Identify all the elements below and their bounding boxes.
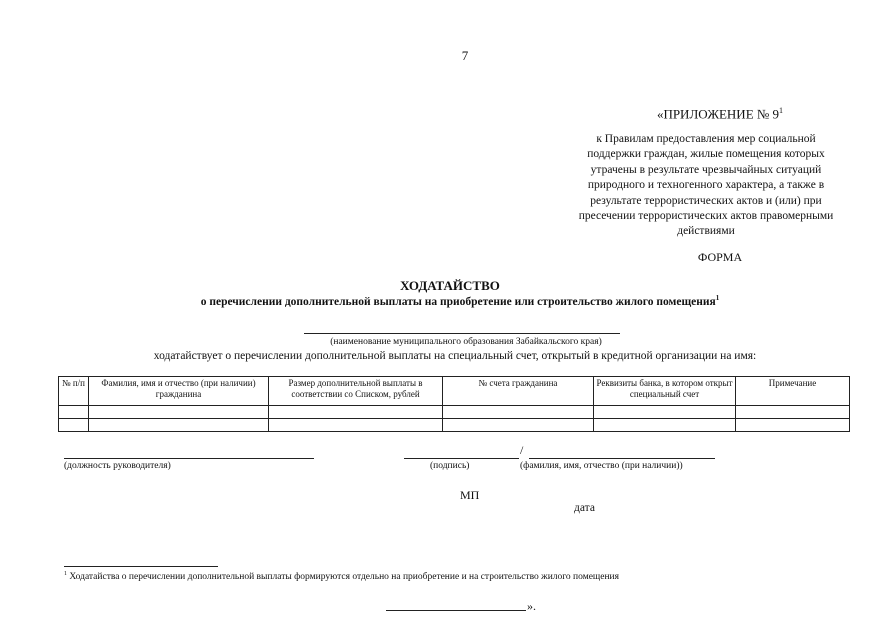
date-label: дата <box>574 502 595 514</box>
subtitle-footnote-mark: 1 <box>715 294 720 302</box>
appendix-description-line: пресечении террористических актов правомерными <box>578 210 834 223</box>
table-cell[interactable] <box>269 419 443 432</box>
table-cell[interactable] <box>59 419 89 432</box>
municipality-caption: (наименование муниципального образования Забайкальского края) <box>330 337 602 347</box>
appendix-description-line: действиями <box>677 225 735 238</box>
column-header-number: № п/п <box>59 377 89 406</box>
footnote-separator <box>64 566 218 567</box>
appendix-footnote-mark: 1 <box>779 106 784 115</box>
appendix-description <box>556 132 856 240</box>
table-cell[interactable] <box>269 406 443 419</box>
table-header-row <box>59 377 850 406</box>
footnote-text: Ходатайства о перечислении дополнительной выплаты формируются отдельно на приобретение и на строительство жилого помещения <box>67 572 620 583</box>
signature-caption: (подпись) <box>430 461 470 471</box>
footnote <box>64 571 619 582</box>
table-cell[interactable] <box>736 419 850 432</box>
column-header-account-number: № счета гражданина <box>443 377 594 406</box>
appendix-title-text: «ПРИЛОЖЕНИЕ № 9 <box>656 106 780 122</box>
table-cell[interactable] <box>736 406 850 419</box>
closing-field-line[interactable] <box>386 610 526 611</box>
position-caption: (должность руководителя) <box>64 461 171 471</box>
appendix-description-line: утрачены в результате чрезвычайных ситуаций <box>590 163 822 176</box>
municipality-field-line[interactable] <box>304 333 620 334</box>
table-cell[interactable] <box>443 419 594 432</box>
column-header-payment-amount: Размер дополнительной выплаты в соответствии со Списком, рублей <box>269 377 443 406</box>
table-cell[interactable] <box>443 406 594 419</box>
table-cell[interactable] <box>594 406 736 419</box>
appendix-title <box>620 106 820 122</box>
table-cell[interactable] <box>594 419 736 432</box>
page-number: 7 <box>461 48 469 63</box>
intro-text: ходатайствует о перечислении дополнительной выплаты на специальный счет, открытый в кредитной организации на имя: <box>153 350 757 362</box>
payment-table <box>58 376 850 432</box>
document-subtitle <box>120 294 800 308</box>
full-name-caption: (фамилия, имя, отчество (при наличии)) <box>520 461 683 471</box>
table-row <box>59 406 850 419</box>
form-label: ФОРМА <box>697 250 743 264</box>
table-cell[interactable] <box>89 419 269 432</box>
column-header-note: Примечание <box>736 377 850 406</box>
appendix-description-line: к Правилам предоставления мер социальной <box>596 133 816 145</box>
column-header-bank-details: Реквизиты банка, в котором открыт специальный счет <box>594 377 736 406</box>
appendix-description-line: поддержки граждан, жилые помещения которых <box>587 148 825 161</box>
footnote-mark: 1 <box>64 571 67 577</box>
name-separator: / <box>520 443 524 457</box>
closing-quote-mark: ». <box>527 599 536 613</box>
stamp-label: МП <box>460 488 480 502</box>
signature-field-line[interactable] <box>404 458 519 459</box>
column-header-full-name: Фамилия, имя и отчество (при наличии) гражданина <box>89 377 269 406</box>
document-title: ХОДАТАЙСТВО <box>400 278 500 293</box>
table-cell[interactable] <box>59 406 89 419</box>
appendix-description-line: результате террористических актов и (или) при <box>590 194 822 207</box>
full-name-field-line[interactable] <box>529 458 715 459</box>
table-cell[interactable] <box>89 406 269 419</box>
document-subtitle-text: о перечислении дополнительной выплаты на приобретение или строительство жилого помещения <box>200 295 716 308</box>
position-field-line[interactable] <box>64 458 314 459</box>
appendix-description-line: природного и техногенного характера, а также в <box>587 179 825 192</box>
table-row <box>59 419 850 432</box>
